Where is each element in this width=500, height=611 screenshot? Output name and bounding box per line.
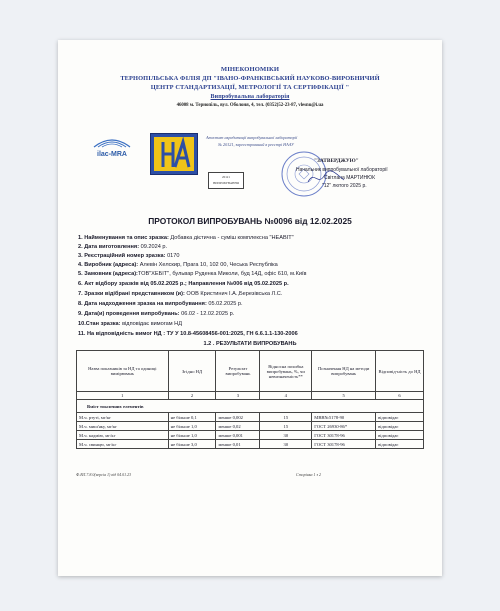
item-4: 4. Виробник (адреса): Алевін Хелскир, Прага 10, 102 00, Чеська Республіка [78, 262, 278, 268]
accreditation-line-2: № 20121, зареєстрований в реєстрі НААУ [218, 142, 294, 147]
document-page [58, 40, 442, 576]
table-row [77, 413, 424, 422]
table-cell: не більше 1,0 [168, 431, 216, 440]
column-number: 2 [168, 392, 216, 400]
page-counter: Сторінка 1 з 2 [296, 472, 322, 477]
item-11: 11. На відповідність вимог НД : ТУ У 10.8-45608456-001:2025, ГН 6.6.1.1-130-2006 [78, 331, 298, 337]
table-cell: не більше 1,0 [168, 422, 216, 431]
table-cell: 15 [260, 422, 312, 431]
ilac-logo-text: ilac-MRA [97, 151, 127, 158]
group-row [77, 400, 424, 413]
column-number: 1 [77, 392, 169, 400]
item-10: 10.Стан зразка: відповідає вимогам НД [78, 321, 183, 327]
approval-title: "ЗАТВЕРДЖУЮ" [314, 158, 359, 164]
item-6: 6. Акт відбору зразків від 05.02.2025 р.; Направлення №006 від 05.02.2025 р. [78, 281, 289, 287]
table-row [77, 431, 424, 440]
results-title: 1.2 . РЕЗУЛЬТАТИ ВИПРОБУВАНЬ [203, 341, 297, 347]
ministry-heading: МІНЕКОНОМІКИ [220, 66, 280, 73]
column-number: 4 [260, 392, 312, 400]
table-cell: 30 [260, 440, 312, 449]
protocol-title: ПРОТОКОЛ ВИПРОБУВАНЬ №0096 від 12.02.2025 [148, 216, 352, 226]
organization-line-2: ЦЕНТР СТАНДАРТИЗАЦІЇ, МЕТРОЛОГІЇ ТА СЕРТИФІКАЦІЇ " [150, 84, 350, 91]
header-norm: Згідно НД [168, 351, 216, 392]
column-number: 6 [376, 392, 424, 400]
header-compliance: Відповід-ність до НД [376, 351, 424, 392]
table-cell: М.ч. миш'яку, мг/кг [77, 422, 169, 431]
table-cell: М.ч. свинцю, мг/кг [77, 440, 169, 449]
item-5: 5. Замовник (адреса):ТОВ"ХЕБІТ", бульвар Руденка Миколи, буд 14Д, офіс 610, м.Київ [78, 271, 307, 277]
header-uncertainty: Відносна похибка випробувань, %, чи невизначеність** [260, 351, 312, 392]
naau-logo [150, 133, 198, 175]
signature [306, 168, 346, 193]
table-cell: М.ч. кадмію, мг/кг [77, 431, 169, 440]
group-label: Вміст токсичних елементів [77, 400, 424, 413]
stamp-number: 20121 [222, 175, 230, 179]
laboratory-name: Випробувальна лабораторія [210, 94, 290, 100]
results-table [76, 350, 424, 449]
table-cell: ГОСТ 30178-96 [312, 440, 376, 449]
form-code: Ф.ВЛ.7.8.0(версія 1) від 04.01.23 [76, 472, 132, 477]
accreditation-line-1: Атестат акредитації випробувальної лабораторії [206, 135, 298, 140]
column-number-row [77, 392, 424, 400]
item-1: 1. Найменування та опис зразка: Добавка дієтична - суміш комплексна "НЕАВІТ" [78, 235, 294, 241]
stamp-label: ВИПРОБУВАННЯ [213, 181, 239, 185]
table-cell: відповідає [376, 431, 424, 440]
item-3: 3. Реєстраційний номер зразка: 0170 [78, 253, 180, 259]
table-cell: 15 [260, 413, 312, 422]
column-number: 5 [312, 392, 376, 400]
table-row [77, 440, 424, 449]
table-cell: менше 0,01 [216, 440, 260, 449]
item-9: 9. Дата(и) проведення випробувань: 06.02 - 12.02.2025 р. [78, 311, 235, 317]
table-cell: МВВ№5178-90 [312, 413, 376, 422]
table-row [77, 422, 424, 431]
table-cell: менше 0,02 [216, 422, 260, 431]
organization-line-1: ТЕРНОПІЛЬСЬКА ФІЛІЯ ДП "ІВАНО-ФРАНКІВСЬКИЙ НАУКОВО-ВИРОБНИЧИЙ [120, 75, 380, 82]
item-8: 8. Дата надходження зразка на випробування: 05.02.2025 р. [78, 301, 243, 307]
table-header-row [77, 351, 424, 392]
table-cell: відповідає [376, 413, 424, 422]
approval-date: "12" лютого 2025 р. [322, 183, 367, 189]
table-cell: М.ч. ртуті, мг/кг [77, 413, 169, 422]
table-cell: менше 0,002 [216, 413, 260, 422]
item-2: 2. Дата виготовлення: 09.2024 р. [78, 244, 168, 250]
header-result: Результат випробувань [216, 351, 260, 392]
header-indicator: Назва показників за НД та одиниці вимірювань [77, 351, 169, 392]
table-cell: не більше 0,1 [168, 413, 216, 422]
table-cell: відповідає [376, 440, 424, 449]
header-method: Позначення НД на методи випробувань [312, 351, 376, 392]
ilac-mra-logo [92, 135, 132, 161]
approval-position: Начальник випробувальної лабораторії [296, 167, 388, 173]
laboratory-address: 46008 м. Тернопіль, вул. Оболоня, 4, тел. (0352)52-23-87, vlesnu@i.ua [176, 103, 324, 108]
approval-name: Світлана МАРТИНЮК [324, 175, 376, 181]
item-7: 7. Зразки відібрані представником (и): ООВ Кристинич І.А.,Березівська Л.С. [78, 291, 283, 297]
column-number: 3 [216, 392, 260, 400]
accreditation-stamp-box [208, 172, 244, 189]
table-cell: менше 0,001 [216, 431, 260, 440]
table-cell: не більше 3,0 [168, 440, 216, 449]
table-cell: ГОСТ 30178-96 [312, 431, 376, 440]
table-cell: 30 [260, 431, 312, 440]
table-cell: відповідає [376, 422, 424, 431]
table-cell: ГОСТ 26930-86* [312, 422, 376, 431]
